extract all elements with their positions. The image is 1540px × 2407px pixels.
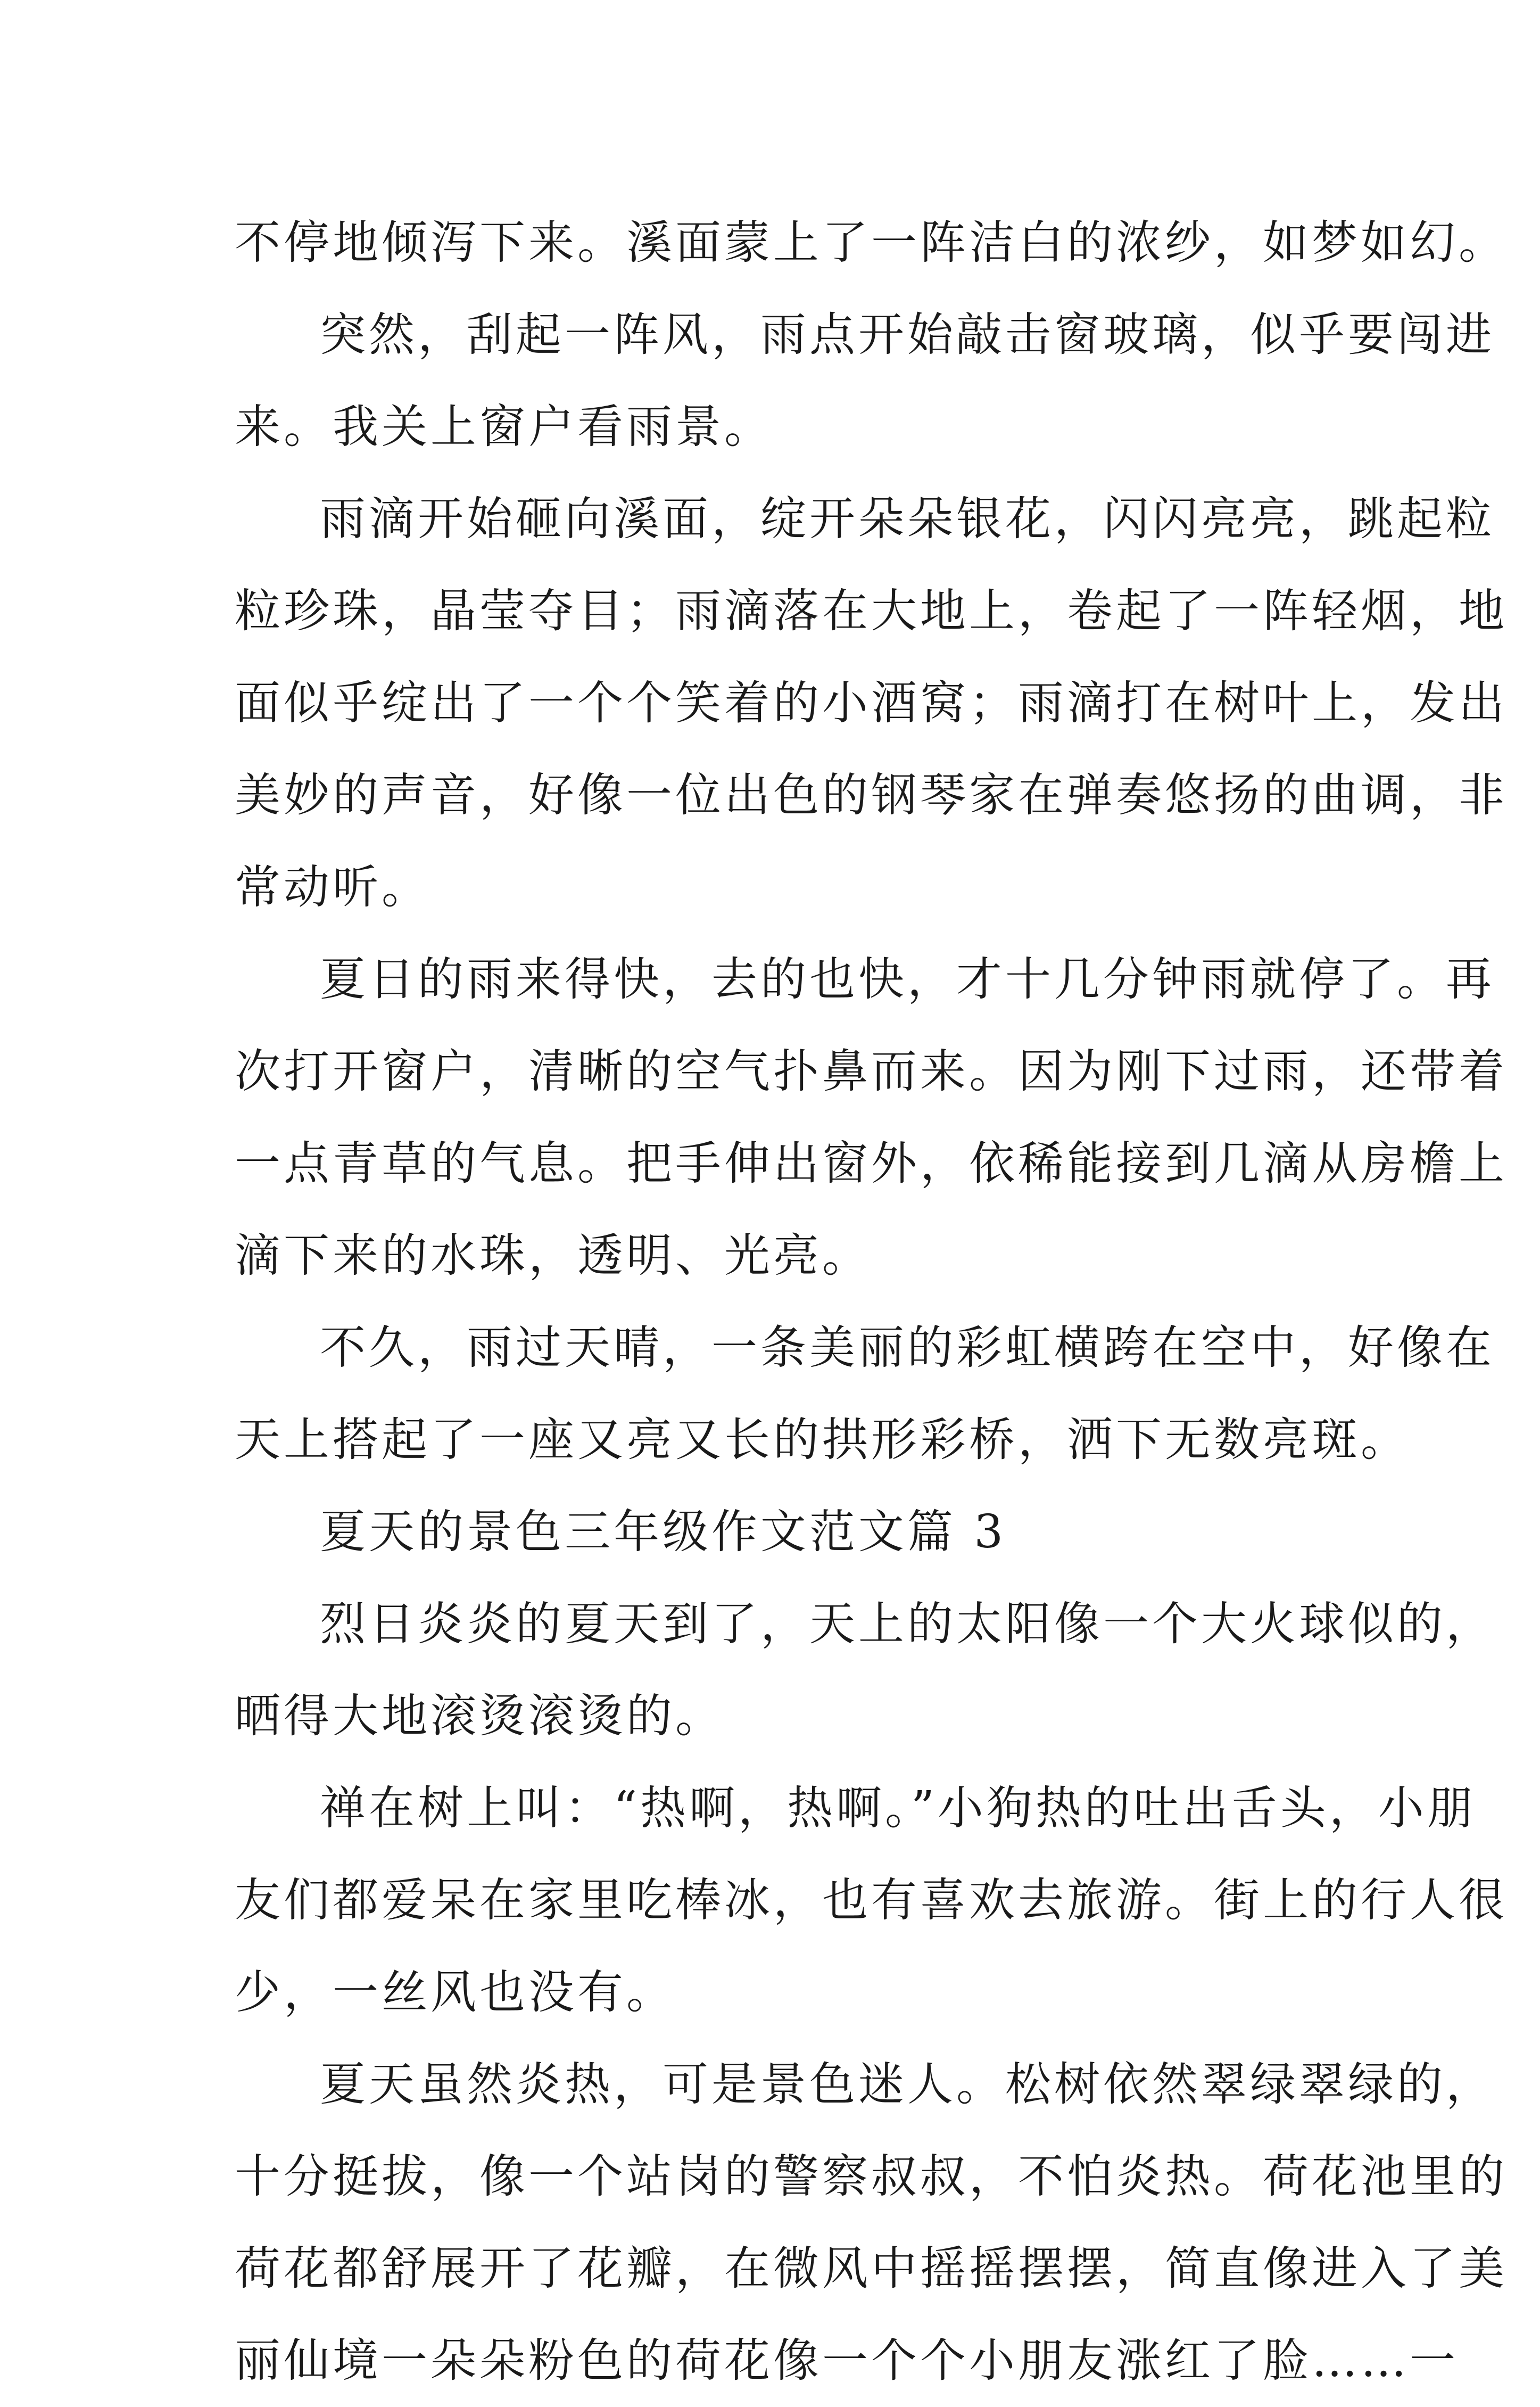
text-line: 突然，刮起一阵风，雨点开始敲击窗玻璃，似乎要闯进 [320, 308, 1495, 361]
text-line: 粒珍珠，晶莹夺目；雨滴落在大地上，卷起了一阵轻烟，地 [235, 584, 1508, 638]
text-line: 丽仙境一朵朵粉色的荷花像一个个小朋友涨红了脸……一 [235, 2334, 1459, 2387]
text-line: 滴下来的水珠，透明、光亮。 [235, 1229, 871, 1282]
text-line: 荷花都舒展开了花瓣，在微风中摇摇摆摆，简直像进入了美 [235, 2242, 1508, 2295]
text-line: 友们都爱呆在家里吃棒冰，也有喜欢去旅游。街上的行人很 [235, 1874, 1508, 1927]
article-body [235, 197, 1508, 2407]
text-line: 晒得大地滚烫滚烫的。 [235, 1689, 724, 1743]
text-line: 一点青草的气息。把手伸出窗外，依稀能接到几滴从房檐上 [235, 1137, 1508, 1190]
text-line: 不停地倾泻下来。溪面蒙上了一阵洁白的浓纱，如梦如幻。 [235, 216, 1508, 269]
text-line: 夏天的景色三年级作文范文篇 3 [320, 1505, 1007, 1559]
text-line: 禅在树上叫：“热啊，热啊。”小狗热的吐出舌头，小朋 [320, 1782, 1476, 1835]
text-line: 次打开窗户，清晰的空气扑鼻而来。因为刚下过雨，还带着 [235, 1045, 1508, 1098]
text-line: 十分挺拔，像一个站岗的警察叔叔，不怕炎热。荷花池里的 [235, 2150, 1508, 2203]
text-line: 雨滴开始砸向溪面，绽开朵朵银花，闪闪亮亮，跳起粒 [320, 492, 1495, 546]
text-line: 夏日的雨来得快，去的也快，才十几分钟雨就停了。再 [320, 953, 1495, 1006]
text-line: 天上搭起了一座又亮又长的拱形彩桥，洒下无数亮斑。 [235, 1413, 1410, 1466]
text-line: 不久，雨过天晴，一条美丽的彩虹横跨在空中，好像在 [320, 1321, 1495, 1374]
text-line: 面似乎绽出了一个个笑着的小酒窝；雨滴打在树叶上，发出 [235, 677, 1508, 730]
text-line: 常动听。 [235, 861, 430, 914]
text-line: 美妙的声音，好像一位出色的钢琴家在弹奏悠扬的曲调，非 [235, 769, 1508, 822]
text-line: 烈日炎炎的夏天到了，天上的太阳像一个大火球似的， [320, 1597, 1495, 1651]
text-line: 来。我关上窗户看雨景。 [235, 400, 773, 454]
text-line: 夏天虽然炎热，可是景色迷人。松树依然翠绿翠绿的， [320, 2058, 1495, 2111]
text-line: 少，一丝风也没有。 [235, 1966, 675, 2019]
